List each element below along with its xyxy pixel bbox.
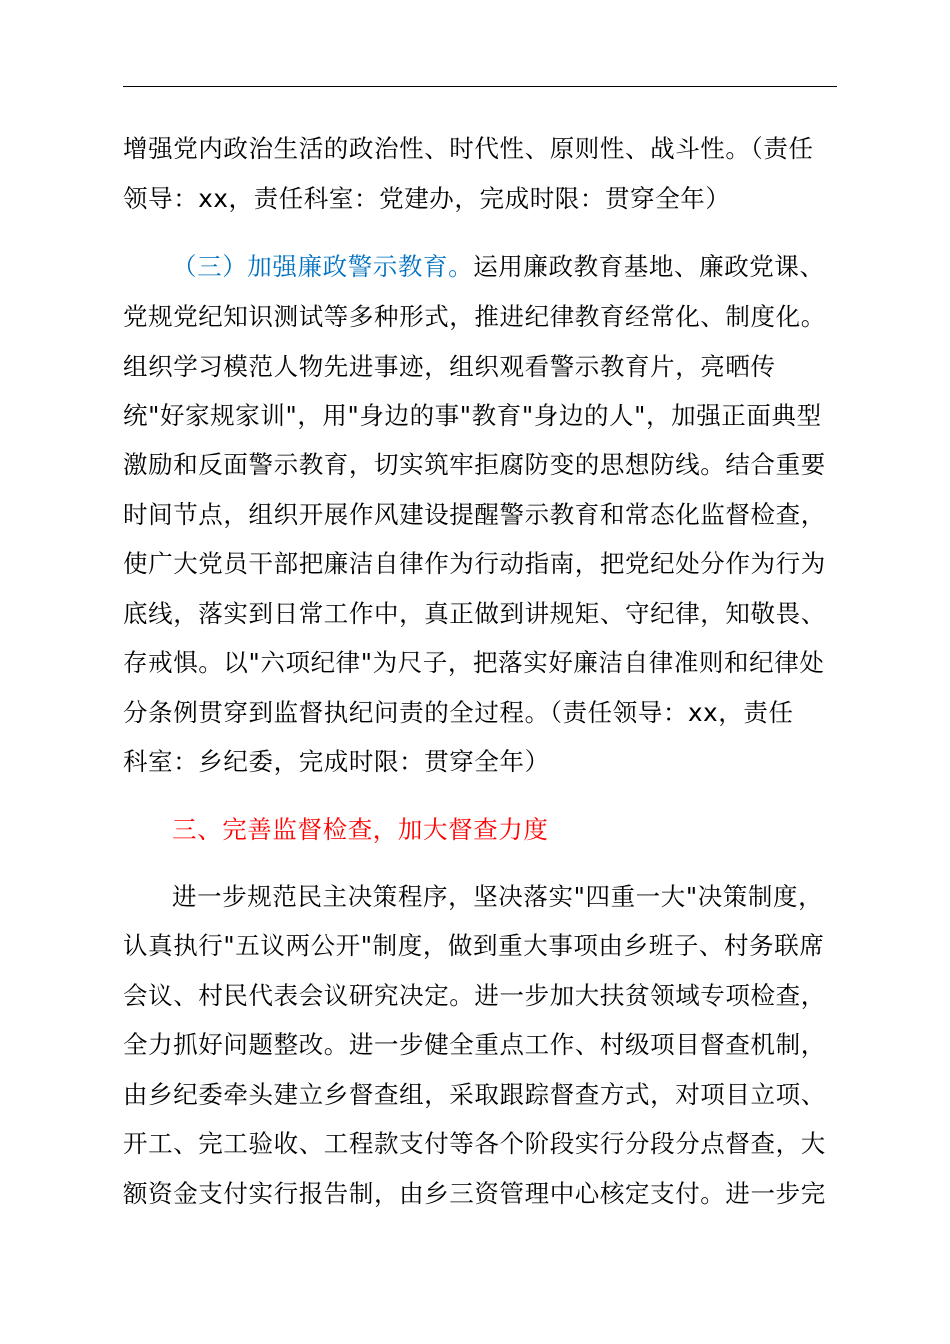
paragraph-3-line: 会议、村民代表会议研究决定。进一步加大扶贫领域专项检查， — [123, 981, 826, 1010]
header-rule — [123, 86, 837, 87]
paragraph-2-line-1 — [172, 250, 837, 284]
paragraph-2-line: 时间节点，组织开展作风建设提醒警示教育和常态化监督检查， — [123, 500, 826, 529]
paragraph-3-line: 认真执行"五议两公开"制度，做到重大事项由乡班子、村务联席 — [123, 931, 825, 960]
paragraph-3-line: 开工、完工验收、工程款支付等各个阶段实行分段分点督查，大 — [123, 1129, 826, 1158]
paragraph-2-line: 组织学习模范人物先进事迹，组织观看警示教育片，亮晒传 — [123, 352, 776, 381]
paragraph-2-line: 统"好家规家训"，用"身边的事"教育"身边的人"，加强正面典型 — [123, 401, 822, 430]
paragraph-1-line-1: 增强党内政治生活的政治性、时代性、原则性、战斗性。（责任 — [123, 134, 814, 163]
paragraph-2-line-1-text: 运用廉政教育基地、廉政党课、 — [473, 252, 825, 281]
paragraph-3-line: 全力抓好问题整改。进一步健全重点工作、村级项目督查机制， — [123, 1030, 826, 1059]
paragraph-2-line: 底线，落实到日常工作中，真正做到讲规矩、守纪律，知敬畏、 — [123, 599, 826, 628]
paragraph-2-line: 分条例贯穿到监督执纪问责的全过程。（责任领导：xx，责任 — [123, 698, 794, 727]
paragraph-2-line: 激励和反面警示教育，切实筑牢拒腐防变的思想防线。结合重要 — [123, 450, 826, 479]
subsection-heading: （三）加强廉政警示教育。 — [172, 252, 474, 281]
paragraph-2-line: 使广大党员干部把廉洁自律作为行动指南，把党纪处分作为行为 — [123, 549, 826, 578]
paragraph-3-line: 额资金支付实行报告制，由乡三资管理中心核定支付。进一步完 — [123, 1179, 826, 1208]
paragraph-1-line-2: 领导：xx，责任科室：党建办，完成时限：贯穿全年） — [123, 184, 731, 213]
section-3-title: 三、完善监督检查，加大督查力度 — [172, 815, 549, 844]
paragraph-2-line: 科室：乡纪委，完成时限：贯穿全年） — [123, 747, 550, 776]
paragraph-3-line: 由乡纪委牵头建立乡督查组，采取跟踪督查方式，对项目立项、 — [123, 1080, 826, 1109]
paragraph-2-line: 党规党纪知识测试等多种形式，推进纪律教育经常化、制度化。 — [123, 302, 826, 331]
paragraph-2-line: 存戒惧。以"六项纪律"为尺子，把落实好廉洁自律准则和纪律处 — [123, 648, 825, 677]
paragraph-3-line-1: 进一步规范民主决策程序，坚决落实"四重一大"决策制度， — [172, 882, 824, 911]
